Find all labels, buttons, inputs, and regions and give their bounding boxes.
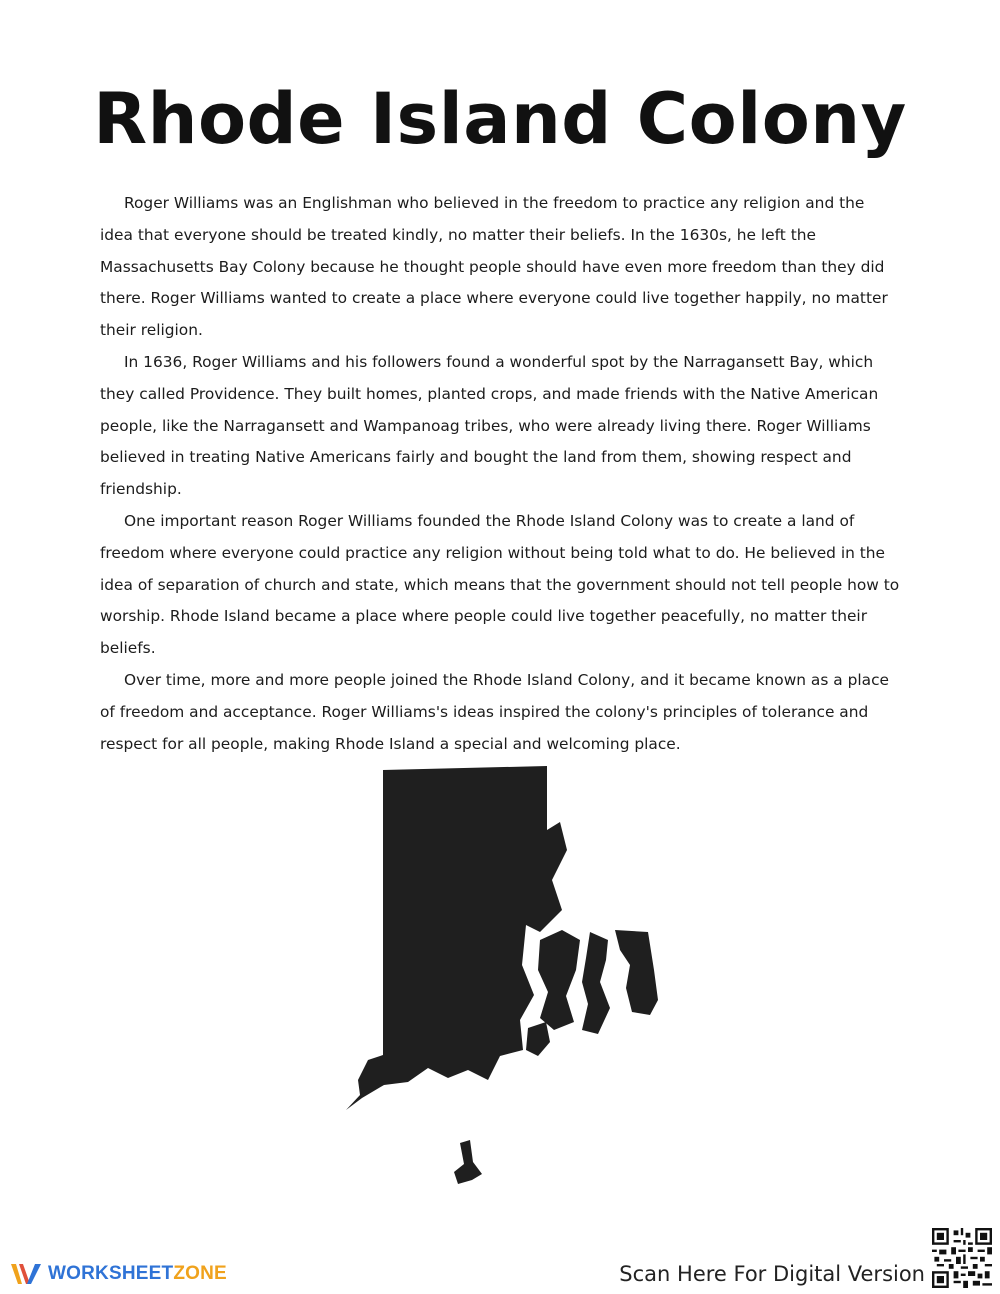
- east-bay-shape: [582, 932, 610, 1034]
- conanicut-island: [526, 1022, 550, 1056]
- worksheetzone-logo[interactable]: [10, 1259, 227, 1289]
- logo-wordmark: WORKSHEETZONE: [48, 1263, 227, 1284]
- rhode-island-map: [340, 760, 670, 1200]
- paragraph-1: Roger Williams was an Englishman who believed in the freedom to practice any religion and the idea that everyone should be treated kindly, no matter their beliefs. In the 1630s, he left the Massachusetts Bay Colony because he thought people should have even more freedom than they did there. Roger Williams wanted to create a place where everyone could live together happily, no matter their religion.: [100, 194, 888, 340]
- reading-passage: [100, 188, 900, 760]
- aquidneck-island: [538, 930, 580, 1030]
- paragraph-4: Over time, more and more people joined the Rhode Island Colony, and it became known as a place of freedom and acceptance. Roger Williams's ideas inspired the colony's principles of tolerance and respect for all people, making Rhode Island a special and welcoming place.: [100, 670, 889, 753]
- block-island: [454, 1140, 482, 1184]
- paragraph-2: In 1636, Roger Williams and his followers found a wonderful spot by the Narragansett Bay, which they called Providence. They built homes, planted crops, and made friends with the Native American people, like the Narragansett and Wampanoag tribes, who were already living there. Roger Williams believed in treating Native Americans fairly and bought the land from them, showing respect and friendship.: [100, 352, 879, 499]
- scan-caption: Scan Here For Digital Version: [619, 1262, 925, 1286]
- paragraph-3: One important reason Roger Williams founded the Rhode Island Colony was to create a land of freedom where everyone could practice any religion without being told what to do. He believed in the idea of separation of church and state, which means that the government should not tell people how to worship. Rhode Island became a place where people could live together peacefully, no matter their beliefs.: [100, 511, 900, 658]
- qr-code-icon[interactable]: [932, 1228, 992, 1288]
- worksheetzone-logo-icon: [10, 1260, 42, 1288]
- page-title: Rhode Island Colony: [93, 78, 907, 160]
- sakonnet-shape: [615, 930, 658, 1015]
- mainland-shape: [346, 766, 567, 1110]
